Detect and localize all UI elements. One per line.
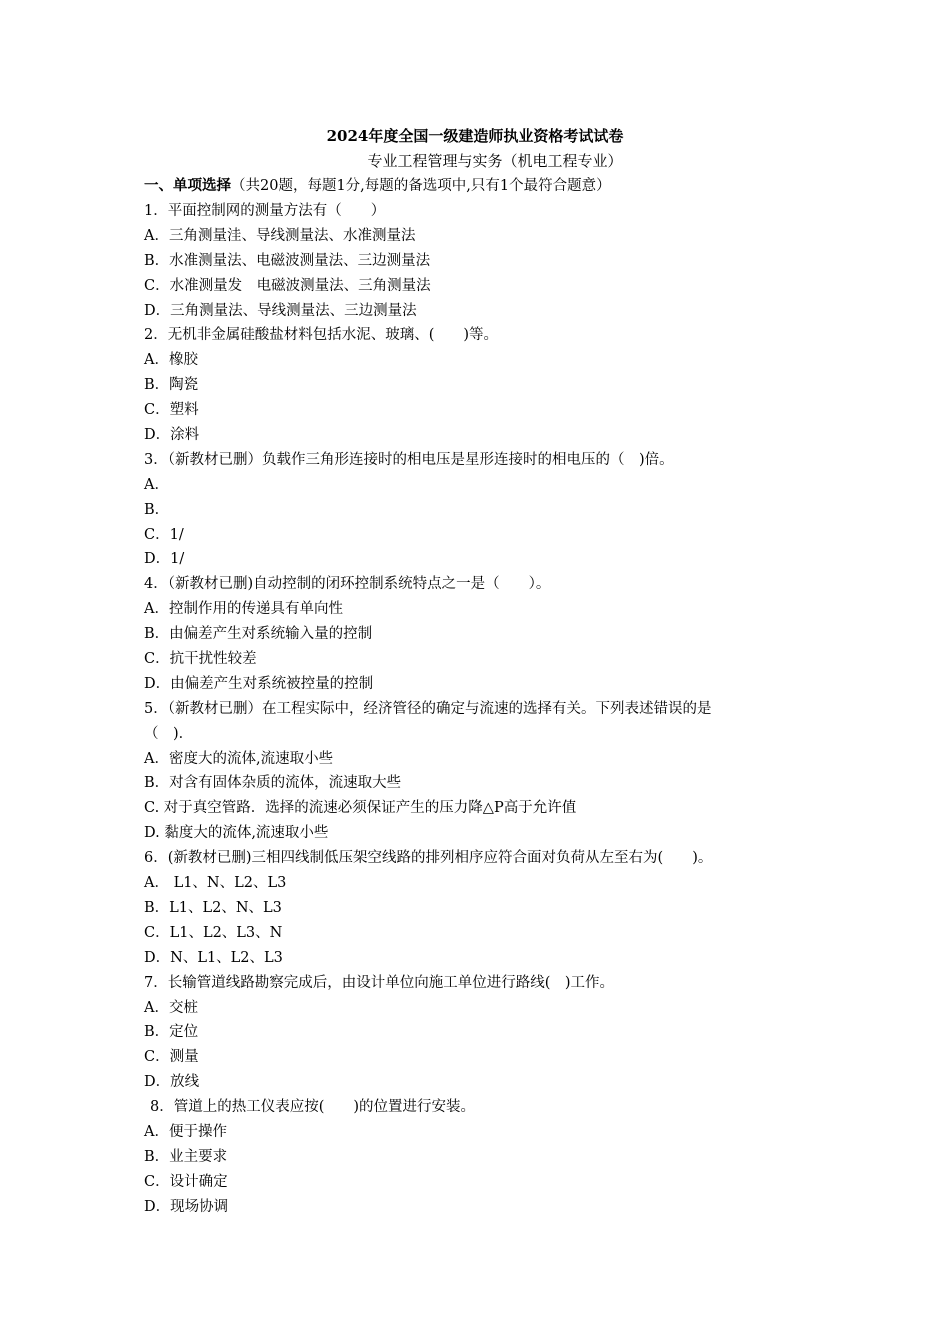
question-5-option-c: C. 对于真空管路．选择的流速必须保证产生的压力降△P高于允许值 [144, 800, 577, 817]
question-7-stem: 7．长输管道线路勘察完成后，由设计单位向施工单位进行路线( )工作。 [144, 974, 615, 991]
document-subtitle: 专业工程管理与实务（机电工程专业） [367, 152, 623, 170]
question-7-option-d: D．放线 [144, 1074, 200, 1091]
question-4-option-b: B．由偏差产生对系统输入量的控制 [144, 626, 373, 643]
question-7-option-a: A．交桩 [144, 999, 198, 1016]
question-1-stem: 1．平面控制网的测量方法有（ ） [144, 203, 386, 219]
question-5-stem-continued: （ )． [144, 725, 194, 742]
question-4-option-c: C．抗干扰性较差 [144, 651, 257, 668]
question-1-option-c: C．水准测量发 电磁波测量法、三角测量法 [144, 277, 431, 294]
section-number: 一、 [144, 177, 173, 194]
question-5-option-a: A．密度大的流体,流速取小些 [144, 750, 334, 767]
question-7-option-b: B．定位 [144, 1024, 199, 1041]
question-2-option-d: D．涂料 [144, 427, 200, 444]
question-8-option-d: D．现场协调 [144, 1198, 229, 1215]
question-8-stem: 8．管道上的热工仪表应按( )的位置进行安装。 [150, 1099, 476, 1116]
question-4-stem: 4．（新教材已删)自动控制的闭环控制系统特点之一是（ ）。 [144, 576, 551, 593]
section-name: 单项选择 [173, 177, 231, 194]
question-1-option-d: D．三角测量法、导线测量法、三边测量法 [144, 302, 417, 319]
question-6-option-d: D．N、L1、L2、L3 [144, 949, 283, 966]
question-2-option-a: A．橡胶 [144, 352, 198, 369]
question-6-option-a: A． L1、N、L2、L3 [144, 875, 287, 892]
document-title: 2024年度全国一级建造师执业资格考试试卷 [326, 127, 624, 145]
question-5-stem: 5．（新教材已删）在工程实际中，经济管径的确定与流速的选择有关。下列表述错误的是 [144, 700, 712, 717]
question-4-option-d: D．由偏差产生对系统被控量的控制 [144, 675, 374, 692]
question-7-option-c: C．测量 [144, 1049, 199, 1066]
question-2-option-b: B．陶瓷 [144, 377, 199, 394]
question-6-stem: 6．(新教材已删)三相四线制低压架空线路的排列相序应符合面对负荷从左至右为( )。 [144, 850, 713, 867]
question-8-option-a: A．便于操作 [144, 1123, 227, 1140]
question-3-option-d: D．1/ [144, 551, 185, 568]
question-3-option-c: C．1/ [144, 526, 184, 543]
question-8-option-b: B．业主要求 [144, 1148, 228, 1165]
question-3-stem: 3．（新教材已删）负载作三角形连接时的相电压是星形连接时的相电压的（ )倍。 [144, 451, 674, 468]
question-list [144, 199, 824, 1220]
question-6-option-b: B．L1、L2、N、L3 [144, 899, 282, 916]
question-2-option-c: C．塑料 [144, 402, 199, 419]
question-5-option-b: B．对含有固体杂质的流体，流速取大些 [144, 775, 402, 792]
question-3-option-b: B． [144, 501, 170, 518]
section-note: （共20题，每题1分,每题的备选项中,只有1个最符合题意） [231, 178, 611, 194]
question-4-option-a: A．控制作用的传递具有单向性 [144, 601, 343, 618]
question-2-stem: 2．无机非金属硅酸盐材料包括水泥、玻璃、( )等。 [144, 327, 499, 344]
question-6-option-c: C．L1、L2、L3、N [144, 924, 283, 941]
question-5-option-d: D. 黏度大的流体,流速取小些 [144, 825, 329, 842]
question-1-option-b: B．水准测量法、电磁波测量法、三边测量法 [144, 252, 431, 269]
question-1-option-a: A．三角测量洼、导线测量法、水准测量法 [144, 227, 416, 244]
question-3-option-a: A． [144, 476, 169, 493]
section-heading [144, 174, 844, 198]
question-8-option-c: C．设计确定 [144, 1173, 228, 1190]
